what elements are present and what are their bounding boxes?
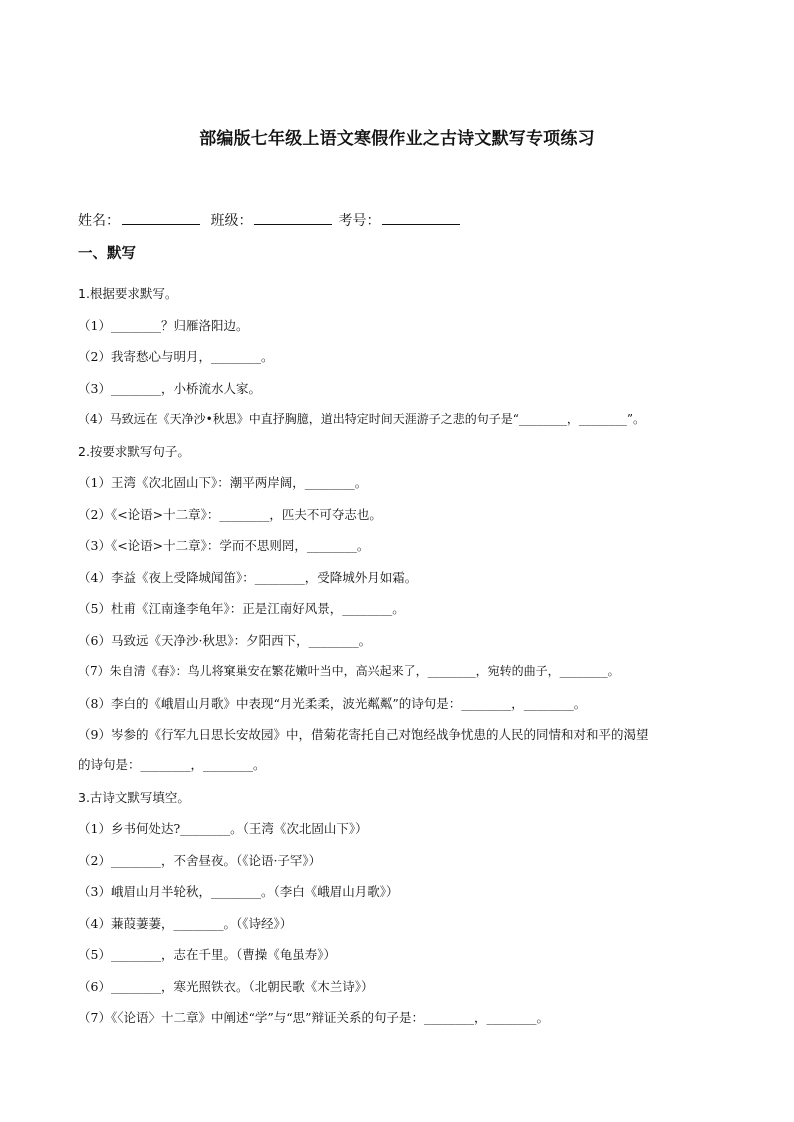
question-3-item-2: （2）________，不舍昼夜。（《论语·子罕》） <box>78 853 322 868</box>
question-3-item-3: （3）峨眉山月半轮秋，________。（李白《峨眉山月歌》） <box>78 884 399 899</box>
question-1-item-4: （4）马致远在《天净沙•秋思》中直抒胸臆，道出特定时间天涯游子之悲的句子是“________，________”。 <box>78 412 645 426</box>
class-blank[interactable] <box>254 210 332 225</box>
question-2-item-8: （8）李白的《峨眉山月歌》中表现“月光柔柔，波光粼粼”的诗句是：________，________。 <box>78 696 587 711</box>
class-label: 班级： <box>210 213 253 229</box>
name-label: 姓名： <box>78 213 120 229</box>
name-blank[interactable] <box>122 210 200 225</box>
question-2-item-5: （5）杜甫《江南逢李龟年》：正是江南好风景，________。 <box>78 601 405 616</box>
question-2-item-1: （1）王湾《次北固山下》：潮平两岸阔，________。 <box>78 475 368 490</box>
question-2-heading: 2.按要求默写句子。 <box>78 444 190 459</box>
question-1-item-3: （3）________，小桥流水人家。 <box>78 381 261 396</box>
question-2-item-3: （3）《<论语>十二章》：学而不思则罔，________。 <box>78 538 370 553</box>
question-1-heading: 1.根据要求默写。 <box>78 286 178 301</box>
question-1-item-2: （2）我寄愁心与明月，________。 <box>78 349 274 364</box>
question-2-item-7: （7）朱自清《春》：鸟儿将窠巢安在繁花嫩叶当中，高兴起来了，________，宛转的曲子，________。 <box>78 664 620 678</box>
question-3-item-4: （4）蒹葭萋萋，________。（《诗经》） <box>78 916 293 931</box>
question-3-item-5: （5）________，志在千里。（曹操《龟虽寿》） <box>78 947 336 962</box>
question-3-item-6: （6）________，寒光照铁衣。（北朝民歌《木兰诗》） <box>78 979 374 994</box>
section-heading: 一、默写 <box>78 246 136 262</box>
question-3-item-7: （7）《〈论语〉十二章》中阐述“学”与“思”辩证关系的句子是：________，________。 <box>78 1010 550 1025</box>
student-info-row <box>78 210 466 230</box>
document-title: 部编版七年级上语文寒假作业之古诗文默写专项练习 <box>199 129 595 149</box>
question-2-item-4: （4）李益《夜上受降城闻笛》：________，受降城外月如霜。 <box>78 570 418 585</box>
question-2-item-2: （2）《<论语>十二章》：________，匹夫不可夺志也。 <box>78 507 382 522</box>
exam-number-blank[interactable] <box>382 210 460 225</box>
question-2-item-6: （6）马致远《天净沙·秋思》：夕阳西下，________。 <box>78 633 372 648</box>
question-2-item-9: （9）岑参的《行军九日思长安故园》中，借菊花寄托自己对饱经战争忧患的人民的同情和对和平的渴望 <box>78 727 649 742</box>
question-3-heading: 3.古诗文默写填空。 <box>78 790 190 805</box>
exam-number-label: 考号： <box>338 213 381 229</box>
question-3-item-1: （1）乡书何处达?________。（王湾《次北固山下》） <box>78 821 368 836</box>
question-1-item-1: （1）________？归雁洛阳边。 <box>78 318 249 333</box>
question-2-item-9-continued: 的诗句是：________，________。 <box>78 757 266 772</box>
